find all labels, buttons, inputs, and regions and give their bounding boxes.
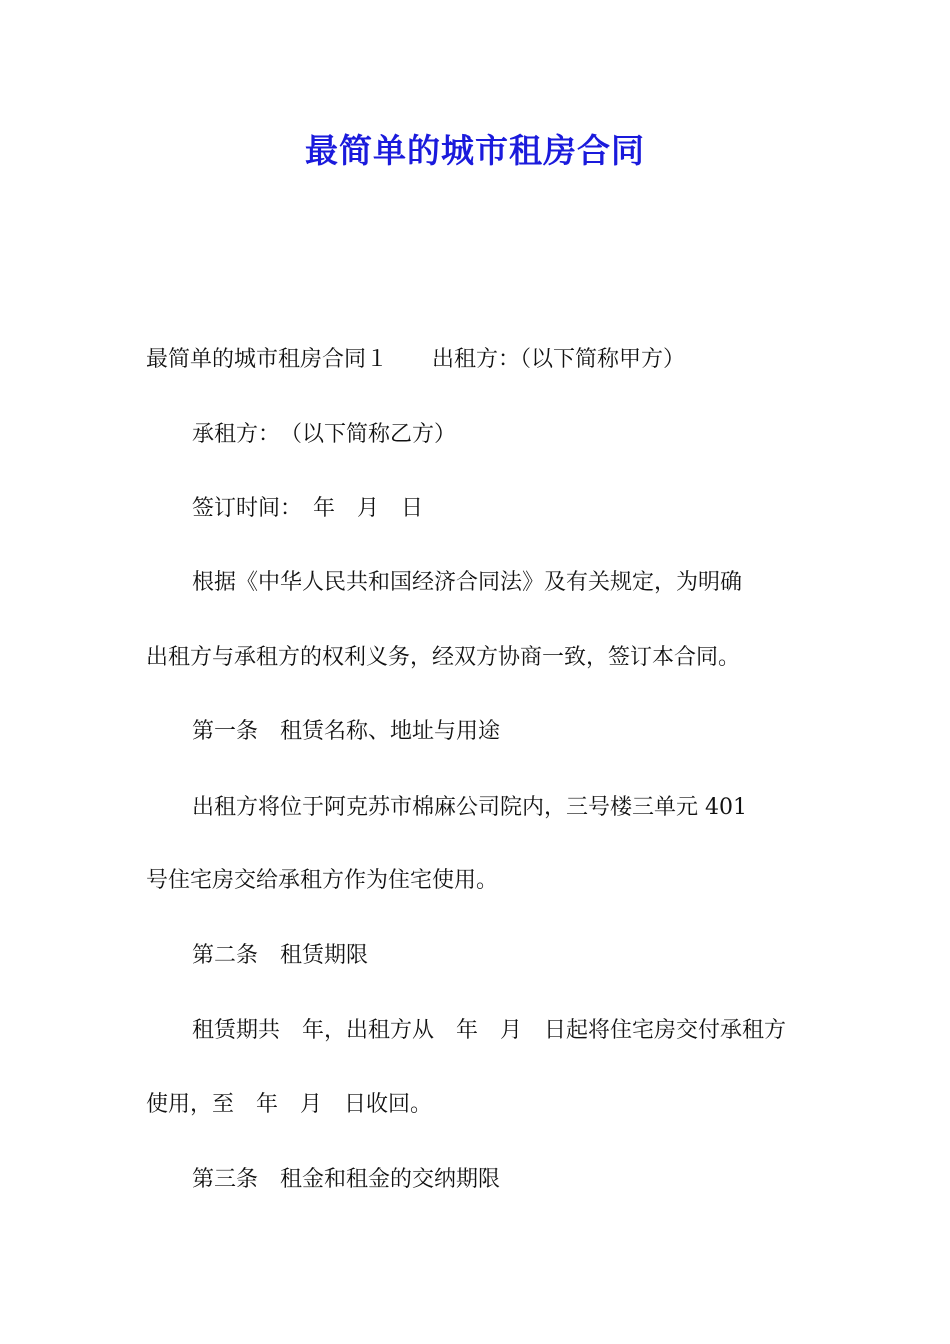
article-2-heading: 第二条 租赁期限 — [192, 943, 369, 968]
preamble-line-2: 出租方与承租方的权利义务，经双方协商一致，签订本合同。 — [146, 645, 741, 670]
document-title: 最简单的城市租房合同 — [305, 131, 645, 170]
signing-date-line: 签订时间： 年 月 日 — [192, 496, 424, 521]
preamble-line-1: 根据《中华人民共和国经济合同法》及有关规定，为明确 — [192, 570, 743, 595]
article-2-text-1: 租赁期共 年，出租方从 年 月 日起将住宅房交付承租方 — [192, 1018, 787, 1043]
contract-header-line: 最简单的城市租房合同１ 出租方：（以下简称甲方） — [146, 347, 686, 372]
lessee-line: 承租方： （以下简称乙方） — [192, 422, 457, 447]
article-3-heading: 第三条 租金和租金的交纳期限 — [192, 1167, 501, 1192]
article-1-heading: 第一条 租赁名称、地址与用途 — [192, 719, 501, 744]
article-2-text-2: 使用，至 年 月 日收回。 — [146, 1092, 433, 1117]
article-1-text-1: 出租方将位于阿克苏市棉麻公司院内，三号楼三单元 401 — [192, 795, 747, 820]
article-1-text-2: 号住宅房交给承租方作为住宅使用。 — [146, 868, 499, 893]
